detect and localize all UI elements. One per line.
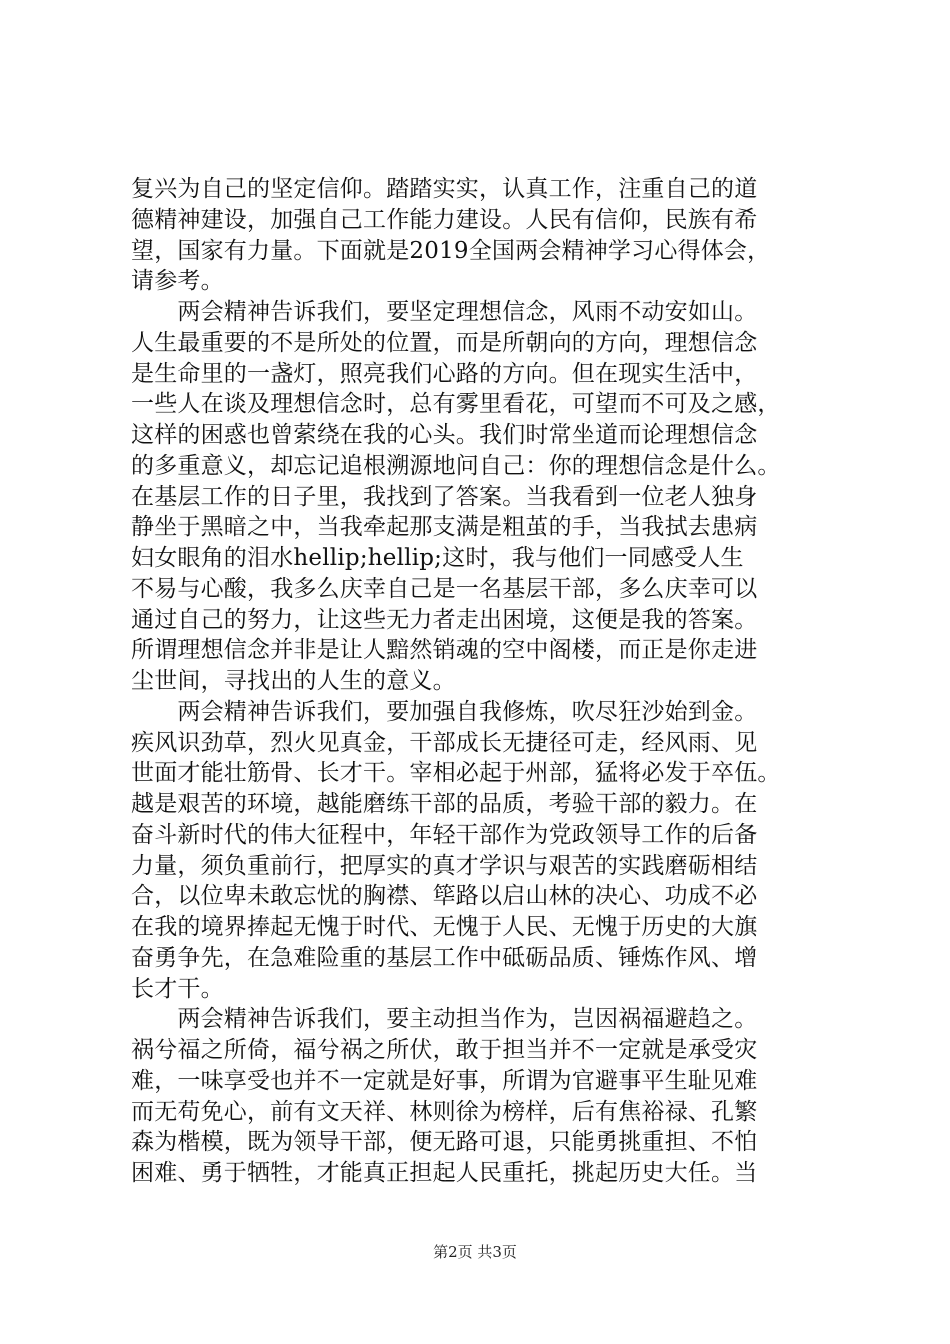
page-footer: 第2页 共3页	[433, 1243, 517, 1261]
text-line: 请参考。	[131, 268, 224, 295]
text-line: 两会精神告诉我们，要坚定理想信念，风雨不动安如山。	[131, 299, 758, 325]
text-line: 难，一味享受也并不一定就是好事，所谓为官避事平生耻见难	[131, 1067, 758, 1094]
text-line: 人生最重要的不是所处的位置，而是所朝向的方向，理想信念	[131, 329, 758, 356]
text-line: 复兴为自己的坚定信仰。踏踏实实，认真工作，注重自己的道	[131, 176, 758, 202]
text-line: 合，以位卑未敢忘忧的胸襟、筚路以启山林的决心、功成不必	[131, 883, 758, 910]
text-line: 尘世间，寻找出的人生的意义。	[131, 668, 456, 694]
text-line: 这样的困惑也曾萦绕在我的心头。我们时常坐道而论理想信念	[131, 422, 758, 448]
text-line: 疾风识劲草，烈火见真金，干部成长无捷径可走，经风雨、见	[131, 729, 758, 756]
text-line: 通过自己的努力，让这些无力者走出困境，这便是我的答案。	[131, 606, 758, 633]
text-line: 在我的境界捧起无愧于时代、无愧于人民、无愧于历史的大旗	[131, 914, 758, 940]
text-line: 一些人在谈及理想信念时，总有雾里看花，可望而不可及之感，	[131, 391, 781, 418]
text-line: 望，国家有力量。下面就是2019全国两会精神学习心得体会，	[131, 237, 771, 264]
text-line: 的多重意义，却忘记追根溯源地问自己：你的理想信念是什么。	[131, 452, 781, 479]
text-line: 静坐于黑暗之中，当我牵起那支满是粗茧的手，当我拭去患病	[131, 514, 758, 541]
text-line: 是生命里的一盏灯，照亮我们心路的方向。但在现实生活中，	[131, 360, 758, 387]
text-line: 德精神建设，加强自己工作能力建设。人民有信仰，民族有希	[131, 206, 758, 233]
text-line: 奋斗新时代的伟大征程中，年轻干部作为党政领导工作的后备	[131, 821, 758, 848]
text-line: 妇女眼角的泪水hellip;hellip;这时，我与他们一同感受人生	[131, 545, 744, 571]
text-line: 长才干。	[131, 975, 224, 1002]
text-line: 力量，须负重前行，把厚实的真才学识与艰苦的实践磨砺相结	[131, 852, 758, 879]
text-line: 在基层工作的日子里，我找到了答案。当我看到一位老人独身	[131, 483, 758, 510]
text-line: 而无苟免心，前有文天祥、林则徐为榜样，后有焦裕禄、孔繁	[131, 1098, 758, 1125]
body-text	[131, 174, 831, 1189]
text-line: 越是艰苦的环境，越能磨练干部的品质，考验干部的毅力。在	[131, 791, 758, 817]
text-line: 困难、勇于牺牲，才能真正担起人民重托，挑起历史大任。当	[131, 1160, 758, 1186]
text-line: 所谓理想信念并非是让人黯然销魂的空中阁楼，而正是你走进	[131, 637, 758, 664]
text-line: 不易与心酸，我多么庆幸自己是一名基层干部，多么庆幸可以	[131, 575, 758, 602]
text-line: 两会精神告诉我们，要加强自我修炼，吹尽狂沙始到金。	[131, 698, 758, 725]
text-line: 世面才能壮筋骨、长才干。宰相必起于州部，猛将必发于卒伍。	[131, 760, 781, 787]
text-line: 奋勇争先，在急难险重的基层工作中砥砺品质、锤炼作风、增	[131, 944, 758, 971]
text-line: 祸兮福之所倚，福兮祸之所伏，敢于担当并不一定就是承受灾	[131, 1037, 758, 1063]
text-line: 森为楷模，既为领导干部，便无路可退，只能勇挑重担、不怕	[131, 1129, 758, 1156]
text-line: 两会精神告诉我们，要主动担当作为，岂因祸福避趋之。	[131, 1006, 758, 1033]
